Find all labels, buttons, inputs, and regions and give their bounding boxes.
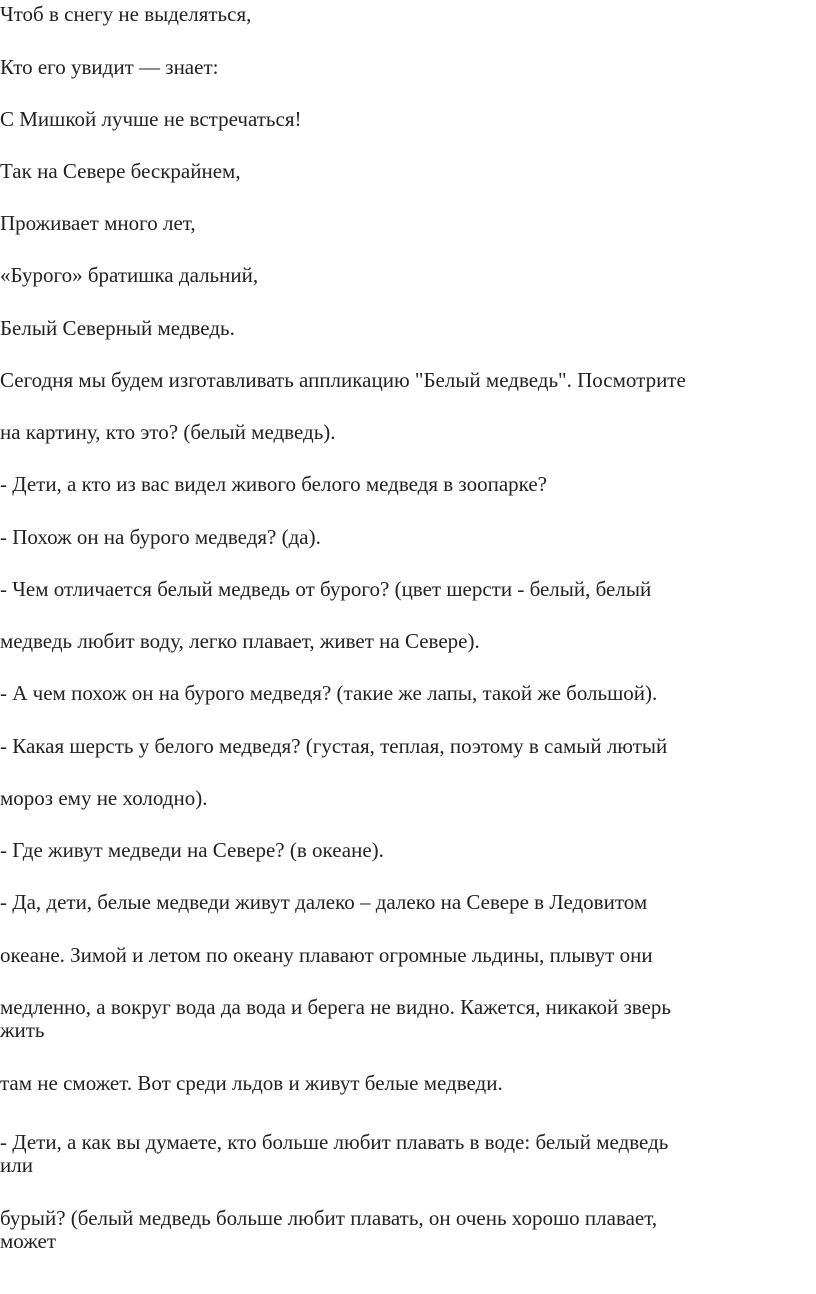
text-line: бурый? (белый медведь больше любит плавать, он очень хорошо плавает, может bbox=[0, 1206, 658, 1253]
text-line: на картину, кто это? (белый медведь). bbox=[0, 420, 336, 444]
text-line: Проживает много лет, bbox=[0, 211, 196, 235]
text-line: - Дети, а кто из вас видел живого белого медведя в зоопарке? bbox=[0, 472, 547, 496]
text-line: - Какая шерсть у белого медведя? (густая, теплая, поэтому в самый лютый bbox=[0, 734, 668, 758]
text-line: «Бурого» братишка дальний, bbox=[0, 263, 259, 287]
text-line: - Где живут медведи на Севере? (в океане). bbox=[0, 838, 384, 862]
text-line: там не сможет. Вот среди льдов и живут белые медведи. bbox=[0, 1071, 503, 1095]
text-line: океане. Зимой и летом по океану плавают огромные льдины, плывут они bbox=[0, 943, 653, 967]
text-line: С Мишкой лучше не встречаться! bbox=[0, 107, 302, 131]
text-line: - Да, дети, белые медведи живут далеко – далеко на Севере в Ледовитом bbox=[0, 890, 648, 914]
text-line: Сегодня мы будем изготавливать аппликацию "Белый медведь". Посмотрите bbox=[0, 368, 686, 392]
text-line: мороз ему не холодно). bbox=[0, 786, 208, 810]
text-line: - А чем похож он на бурого медведя? (такие же лапы, такой же большой). bbox=[0, 681, 658, 705]
text-line: - Похож он на бурого медведя? (да). bbox=[0, 525, 321, 549]
text-line: Чтоб в снегу не выделяться, bbox=[0, 2, 252, 26]
text-line: - Чем отличается белый медведь от бурого? (цвет шерсти - белый, белый bbox=[0, 577, 652, 601]
text-line: Так на Севере бескрайнем, bbox=[0, 159, 241, 183]
text-line: Белый Северный медведь. bbox=[0, 316, 235, 340]
text-line: медленно, а вокруг вода да вода и берега не видно. Кажется, никакой зверь жить bbox=[0, 995, 671, 1042]
text-line: Кто его увидит — знает: bbox=[0, 55, 219, 79]
text-line: медведь любит воду, легко плавает, живет на Севере). bbox=[0, 629, 480, 653]
text-line: - Дети, а как вы думаете, кто больше любит плавать в воде: белый медведь или bbox=[0, 1130, 669, 1177]
